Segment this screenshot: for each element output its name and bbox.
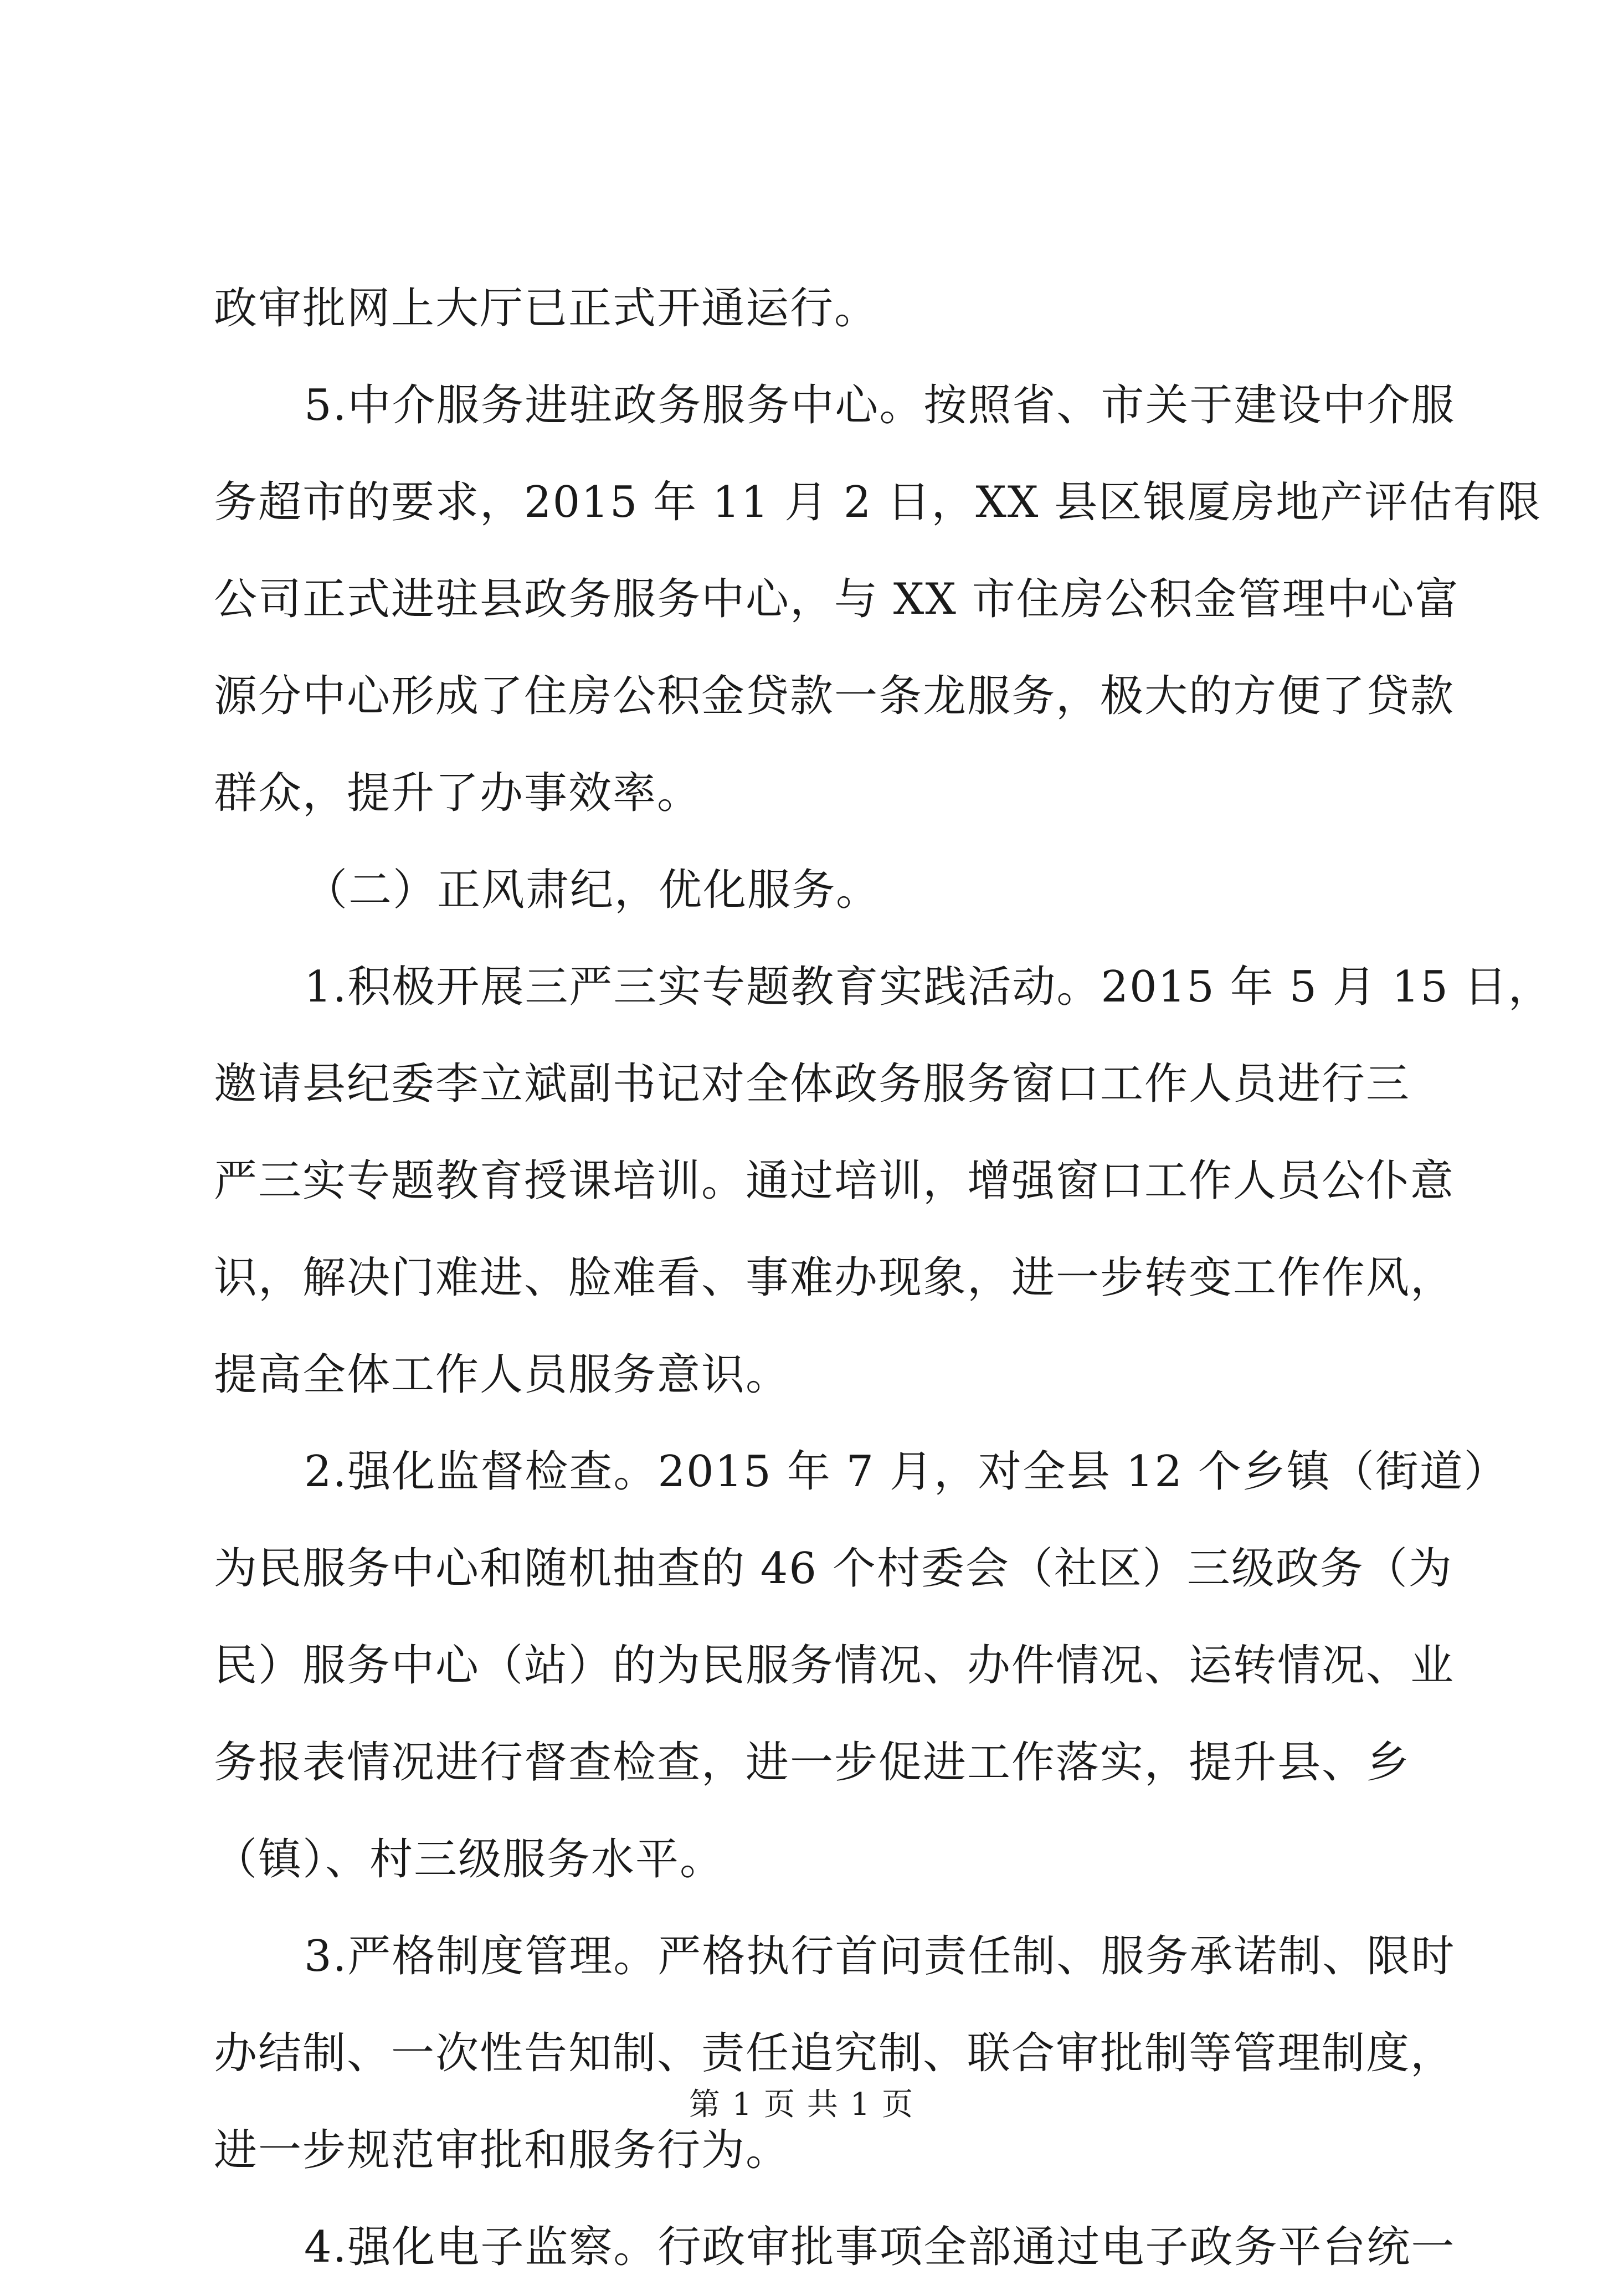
text-line: 提高全体工作人员服务意识。 bbox=[214, 1350, 790, 1400]
paragraph-3-heading-line: 3.严格制度管理。严格执行首问责任制、服务承诺制、限时 bbox=[304, 1932, 1456, 1981]
text-line: 民）服务中心（站）的为民服务情况、办件情况、运转情况、业 bbox=[214, 1641, 1455, 1691]
paragraph-5-heading-line: 5.中介服务进驻政务服务中心。按照省、市关于建设中介服 bbox=[304, 381, 1456, 430]
text-line: 群众，提升了办事效率。 bbox=[214, 768, 702, 818]
section-heading: （二）正风肃纪，优化服务。 bbox=[304, 865, 881, 915]
page-number-footer: 第 1 页 共 1 页 bbox=[689, 2087, 914, 2123]
text-line: （镇）、村三级服务水平。 bbox=[214, 1835, 725, 1884]
paragraph-1-heading-line: 1.积极开展三严三实专题教育实践活动。2015 年 5 月 15 日， bbox=[304, 962, 1553, 1012]
paragraph-4-heading-line: 4.强化电子监察。行政审批事项全部通过电子政务平台统一 bbox=[304, 2222, 1456, 2272]
text-line: 严三实专题教育授课培训。通过培训，增强窗口工作人员公仆意 bbox=[214, 1156, 1455, 1206]
text-line: 为民服务中心和随机抽查的 46 个村委会（社区）三级政务（为 bbox=[214, 1544, 1453, 1594]
text-line: 办结制、一次性告知制、责任追究制、联合审批制等管理制度， bbox=[214, 2028, 1455, 2078]
text-line: 邀请县纪委李立斌副书记对全体政务服务窗口工作人员进行三 bbox=[214, 1059, 1411, 1109]
text-line: 务报表情况进行督查检查，进一步促进工作落实，提升县、乡 bbox=[214, 1738, 1411, 1788]
text-line: 进一步规范审批和服务行为。 bbox=[214, 2125, 790, 2175]
paragraph-2-heading-line: 2.强化监督检查。2015 年 7 月，对全县 12 个乡镇（街道） bbox=[304, 1447, 1508, 1497]
text-line: 源分中心形成了住房公积金贷款一条龙服务，极大的方便了贷款 bbox=[214, 671, 1455, 721]
text-line: 公司正式进驻县政务服务中心，与 XX 市住房公积金管理中心富 bbox=[214, 574, 1460, 624]
text-line: 识，解决门难进、脸难看、事难办现象，进一步转变工作作风， bbox=[214, 1253, 1455, 1303]
text-line: 务超市的要求，2015 年 11 月 2 日，XX 县区银厦房地产评估有限 bbox=[214, 477, 1542, 527]
text-line: 政审批网上大厅已正式开通运行。 bbox=[214, 284, 879, 333]
document-body bbox=[214, 260, 1553, 2296]
